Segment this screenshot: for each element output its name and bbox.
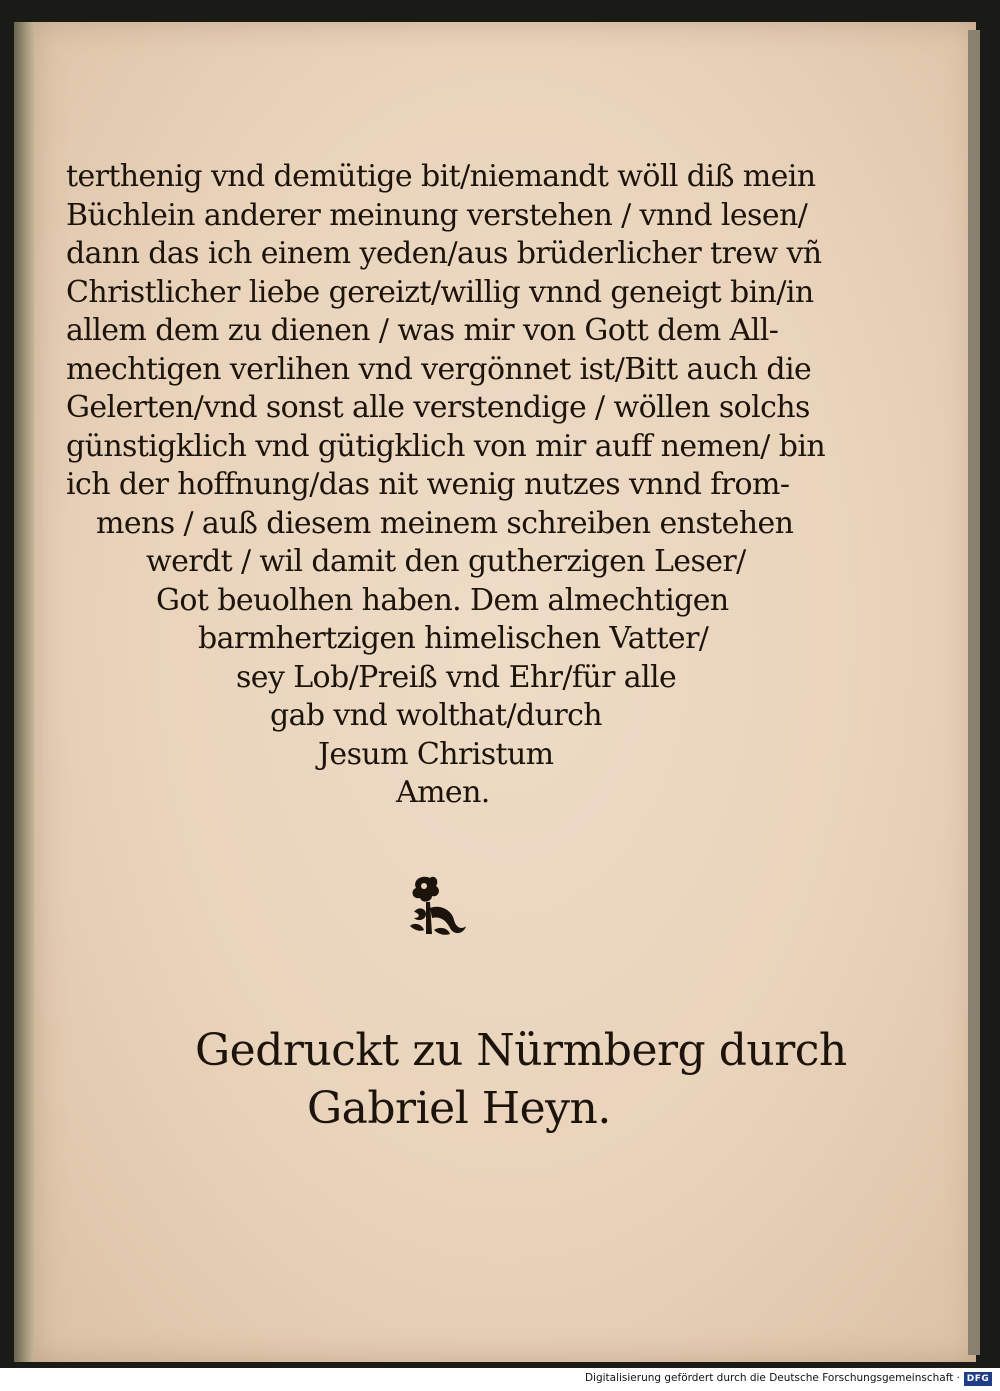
page-edge-shadow — [968, 30, 980, 1355]
text-line: Jesum Christum — [318, 736, 554, 772]
digitization-footer — [0, 1368, 1000, 1391]
text-line: mechtigen verlihen vnd vergönnet ist/Bitt auch die — [66, 351, 812, 387]
text-line: mens / auß diesem meinem schreiben enstehen — [96, 505, 794, 541]
text-line: dann das ich einem yeden/aus brüderlicher trew vñ — [66, 236, 822, 271]
text-line: ich der hoffnung/das nit wenig nutzes vnnd from- — [66, 467, 790, 502]
body-text — [60, 158, 940, 813]
dfg-logo-icon: DFG — [964, 1372, 992, 1386]
text-line: Christlicher liebe gereizt/willig vnnd geneigt bin/in — [66, 274, 814, 310]
facing-page-edge — [14, 22, 36, 1362]
imprint-line: Gedruckt zu Nürmberg durch — [195, 1025, 847, 1076]
printer-imprint — [195, 1022, 847, 1138]
text-line: gab vnd wolthat/durch — [270, 698, 602, 733]
printer-flower-ornament-icon — [400, 868, 480, 948]
imprint-line: Gabriel Heyn. — [307, 1083, 611, 1134]
text-line: Gelerten/vnd sonst alle verstendige / wöllen solchs — [66, 390, 810, 425]
text-line: Got beuolhen haben. Dem almechtigen — [156, 582, 729, 618]
text-line: barmhertzigen himelischen Vatter/ — [198, 621, 709, 656]
text-line: allem dem zu dienen / was mir von Gott dem All- — [66, 313, 779, 348]
text-line: terthenig vnd demütige bit/niemandt wöll diß mein — [66, 159, 816, 194]
text-line: werdt / wil damit den gutherzigen Leser/ — [146, 544, 746, 579]
text-line: Büchlein anderer meinung verstehen / vnnd lesen/ — [66, 197, 808, 233]
funding-credit: Digitalisierung gefördert durch die Deutsche Forschungsgemeinschaft · — [584, 1372, 960, 1384]
text-line: sey Lob/Preiß vnd Ehr/für alle — [236, 659, 677, 695]
text-line: Amen. — [396, 775, 490, 810]
text-line: günstigklich vnd gütigklich von mir auff nemen/ bin — [66, 428, 826, 464]
